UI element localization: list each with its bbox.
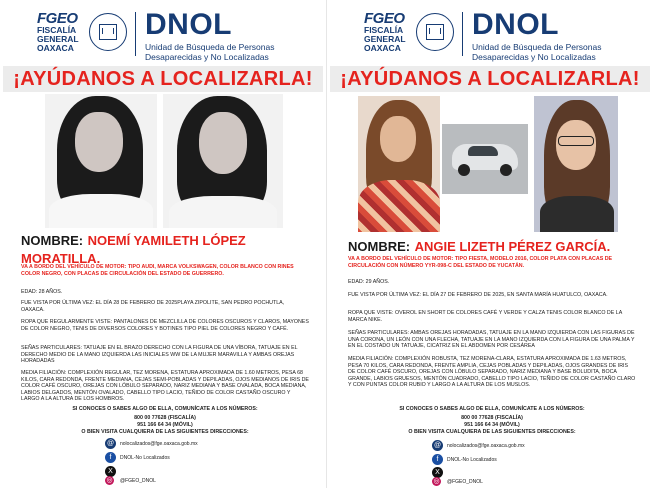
facebook-link[interactable]: DNOL-No Localizados xyxy=(447,457,497,463)
phone-mobile: 951 166 64 34 (MÓVIL) xyxy=(137,422,193,428)
header-divider xyxy=(462,12,463,56)
state-seal-icon xyxy=(416,13,454,51)
call-to-action: SI CONOCES O SABES ALGO DE ELLA, COMUNÍCATE A LOS NÚMEROS: xyxy=(399,406,585,412)
banner-title: ¡AYÚDANOS A LOCALIZARLA! xyxy=(13,68,313,90)
person-name xyxy=(348,238,638,256)
dnol-title: DNOL xyxy=(472,8,559,41)
last-seen-info: FUE VISTA POR ÚLTIMA VEZ: EL DÍA 28 DE FEBRERO DE 2025PLAYA ZIPOLITE, SAN PEDRO POCHUTLA, OAXACA. xyxy=(21,300,285,313)
dnol-subtitle: Unidad de Búsqueda de Personas Desaparecidas y No Localizadas xyxy=(145,42,275,62)
vehicle-info: VA A BORDO DEL VEHÍCULO DE MOTOR: TIPO FIESTA, MODELO 2016, COLOR PLATA CON PLACAS DE CIRCULACIÓN CON NÚMERO YYR-098-C DEL ESTADO DE YUCATÁN. xyxy=(348,256,613,269)
age-info: EDAD: 29 AÑOS. xyxy=(348,279,390,285)
phone-fiscalia: 800 00 77628 (FISCALÍA) xyxy=(461,415,523,421)
poster-header xyxy=(3,0,323,66)
name-value: NOEMÍ YAMILETH LÓPEZ MORATILLA. xyxy=(21,233,246,266)
missing-person-poster-left xyxy=(3,0,323,488)
instagram-icon: ◎ xyxy=(433,478,440,485)
person-photo-1 xyxy=(45,94,157,228)
age-info: EDAD: 28 AÑOS. xyxy=(21,289,63,295)
fgeo-logo: FGEO FISCALÍA GENERAL OAXACA xyxy=(364,10,406,53)
twitter-link[interactable]: @FGEO_DNOL xyxy=(120,478,156,484)
features-info: MEDIA FILIACIÓN: COMPLEXIÓN ROBUSTA, TEZ MORENA-CLARA, ESTATURA APROXIMADA DE 1.63 METROS, PESA 70 KILOS, CARA REDONDA, FRENTE AMPLIA, CEJAS POBLADAS Y DEPILADAS, OJOS GRANDES DE IRIS DE COLOR CAFÉ OSCURO, OREJAS CON LÓBULO SEPARADO, NARIZ MEDIANA Y BASE BOLUDITA, BOCA GRANDE, LABIOS GRUESOS, MENTÓN CUADRADO, CABELLO TIPO LACIO, TEÑIDO DE COLOR CASTAÑO CLARO Y CON PUNTAS COLOR RUBIO Y LARGO A LA ALTURA DE LOS MUSLOS. xyxy=(348,356,636,389)
state-seal-icon xyxy=(89,13,127,51)
dnol-title: DNOL xyxy=(145,8,232,41)
email-link[interactable]: nolocalizados@fge.oaxaca.gob.mx xyxy=(447,443,525,449)
features-info: MEDIA FILIACIÓN: COMPLEXIÓN REGULAR, TEZ MORENA, ESTATURA APROXIMADA DE 1.60 METROS, PESA 68 KILOS, CARA REDONDA, FRENTE MEDIANA, CEJAS SEMI-POBLADAS Y DEPILADAS, OJOS MEDIANOS DE IRIS DE COLOR CAFÉ OSCURO, OREJAS CON LÓBULO SEPARADO, NARIZ MEDIANA Y BASE OVALADA, BOCA MEDIANA, LABIOS DELGADOS, MENTÓN OVALADO, CABELLO TIPO LACIO, TEÑIDO DE COLOR CASTAÑO OSCURO Y LARGO A LA ALTURA DE LOS HOMBROS. xyxy=(21,370,309,403)
name-label: NOMBRE: xyxy=(348,239,411,254)
poster-header xyxy=(330,0,650,66)
visit-text: O BIEN VISITA CUALQUIERA DE LAS SIGUIENTES DIRECCIONES: xyxy=(81,429,249,435)
vehicle-photo xyxy=(442,124,528,194)
x-icon: X xyxy=(432,467,443,478)
person-photo-2 xyxy=(163,94,283,228)
facebook-icon: f xyxy=(432,454,443,465)
person-photo-1 xyxy=(358,96,440,232)
marks-info: SEÑAS PARTICULARES: TATUAJE EN EL BRAZO DERECHO CON LA FIGURA DE UNA VÍBORA, TATUAJE EN EL DERECHO MEDIO DE LA MANO IZQUIERDA LAS INICIALES WW DE LA MUJER MARAVILLA Y AMBAS OREJAS HORADADAS xyxy=(21,345,298,365)
x-icon: X xyxy=(105,466,116,477)
person-name xyxy=(21,232,311,268)
email-icon: @ xyxy=(106,440,115,447)
visit-text: O BIEN VISITA CUALQUIERA DE LAS SIGUIENTES DIRECCIONES: xyxy=(408,429,576,435)
phone-fiscalia: 800 00 77628 (FISCALÍA) xyxy=(134,415,196,421)
phone-mobile: 951 166 64 34 (MÓVIL) xyxy=(464,422,520,428)
fgeo-logo: FGEO FISCALÍA GENERAL OAXACA xyxy=(37,10,79,53)
name-value: ANGIE LIZETH PÉREZ GARCÍA. xyxy=(414,239,611,254)
instagram-icon: ◎ xyxy=(106,477,113,484)
call-to-action: SI CONOCES O SABES ALGO DE ELLA, COMUNÍCATE A LOS NÚMEROS: xyxy=(72,406,258,412)
twitter-link[interactable]: @FGEO_DNOL xyxy=(447,479,483,485)
last-seen-info: FUE VISTA POR ÚLTIMA VEZ: EL DÍA 27 DE FEBRERO DE 2025, EN SANTA MARÍA HUATULCO, OAXACA. xyxy=(348,292,608,298)
help-banner xyxy=(3,66,323,92)
vehicle-info: VA A BORDO DEL VEHÍCULO DE MOTOR: TIPO AUDI, MARCA VOLKSWAGEN, COLOR BLANCO CON RINES COLOR NEGRO, CON PLACAS DE CIRCULACIÓN DEL ESTADO DE GUERRERO. xyxy=(21,264,294,277)
dnol-subtitle: Unidad de Búsqueda de Personas Desaparecidas y No Localizadas xyxy=(472,42,602,62)
email-icon: @ xyxy=(433,442,442,449)
facebook-icon: f xyxy=(105,452,116,463)
clothing-info: ROPA QUE VISTE: OVEROL EN SHORT DE COLORES CAFÉ Y VERDE Y CALZA TENIS COLOR BLANCO DE LA MARCA NIKE. xyxy=(348,310,622,323)
facebook-link[interactable]: DNOL-No Localizados xyxy=(120,455,170,461)
help-banner xyxy=(330,66,650,92)
missing-person-poster-right xyxy=(330,0,650,488)
header-divider xyxy=(135,12,136,56)
marks-info: SEÑAS PARTICULARES: AMBAS OREJAS HORADADAS, TATUAJE EN LA MANO IZQUIERDA CON LAS FIGURAS DE UNA CORONA, UN LEÓN CON UNA FLECHA, TATUAJE EN LA MANO IZQUIERDA CON LA FIGURA DE UNA PALMA Y EN EL COSTADO UN TATUAJE, CICATRIZ EN EL ABDOMEN POR CESÁREA xyxy=(348,330,635,350)
name-label: NOMBRE: xyxy=(21,233,84,248)
clothing-info: ROPA QUE REGULARMENTE VISTE: PANTALONES DE MEZCLILLA DE COLORES OSCUROS Y CLAROS, MAYONES DE COLOR NEGRO, TENIS DE DIVERSOS COLORES Y BOTINES TIPO PIEL DE COLORES NEGRO Y CAFÉ. xyxy=(21,319,309,332)
email-link[interactable]: nolocalizados@fge.oaxaca.gob.mx xyxy=(120,441,198,447)
poster-divider xyxy=(326,0,327,488)
person-photo-2 xyxy=(534,96,618,232)
banner-title: ¡AYÚDANOS A LOCALIZARLA! xyxy=(340,68,640,90)
